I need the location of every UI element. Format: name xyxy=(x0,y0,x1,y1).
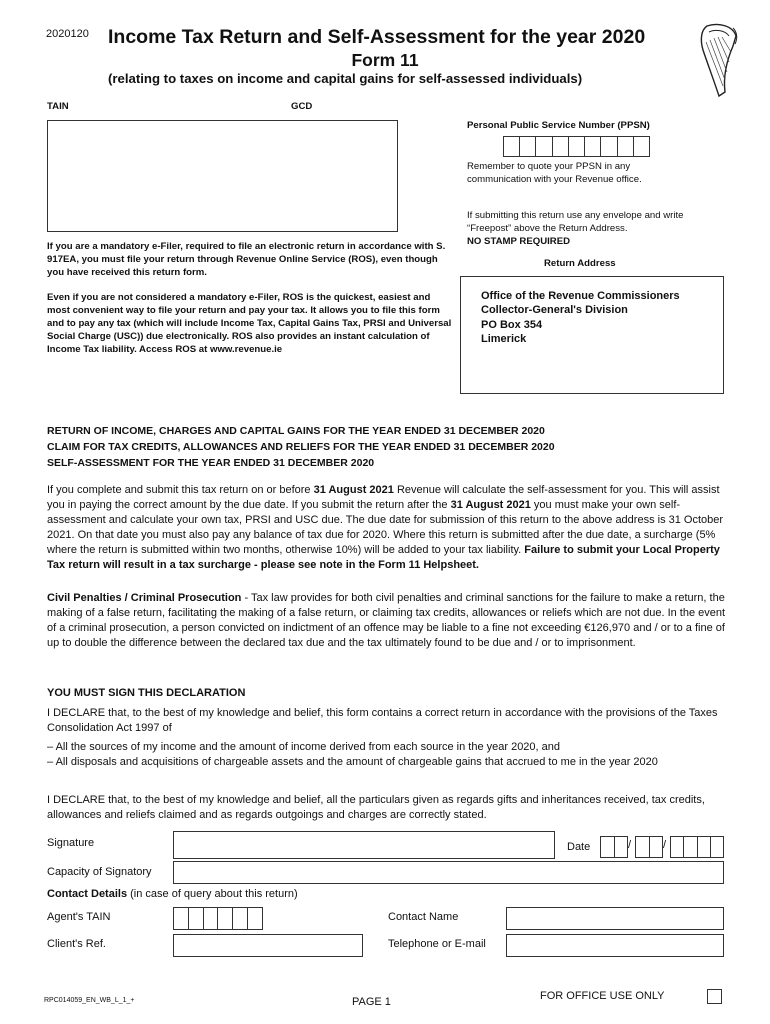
penalties-paragraph: Civil Penalties / Criminal Prosecution - Tax law provides for both civil penalties and criminal sanctions for the failure to make a return, the making of a false return, facilitating the making of a false return, or claiming tax credits, allowances or reliefs which are not due. In the event of a criminal prosecution, a person convicted on indictment of an offence may be liable to a fine not exceeding €126,970 and / or to a fine of up to double the difference between the declared tax due and the tax ultimately found to be due and / or to imprisonment. xyxy=(47,592,726,649)
declaration-bullet-2: – All disposals and acquisitions of chargeable assets and the amount of chargeable gains that accrued to me in the year 2020 xyxy=(47,756,658,768)
capacity-field[interactable] xyxy=(173,861,724,884)
telephone-email-field[interactable] xyxy=(506,934,724,957)
form-reference-code: RPC014059_EN_WB_L_1_+ xyxy=(44,997,135,1004)
date-separator-1: / xyxy=(628,839,632,851)
contact-details-heading: Contact Details (in case of query about this return) xyxy=(47,888,298,900)
contact-name-label: Contact Name xyxy=(388,911,459,923)
contact-name-field[interactable] xyxy=(506,907,724,930)
signature-label: Signature xyxy=(47,837,95,849)
tain-gcd-box xyxy=(47,120,398,232)
address-line-3: PO Box 354 xyxy=(481,319,543,331)
telephone-label: Telephone or E-mail xyxy=(388,938,486,950)
ros-notice: Even if you are not considered a mandatory e-Filer, ROS is the quickest, easiest and most convenient way to file your return and pay your tax. It allows you to file this form and to pay any tax (which will include Income Tax, Capital Gains Tax, PRSI and Universal Social Charge (USC)) due electronically. ROS also provides an instant calculation of Income Tax liability. Access ROS at www.revenue.ie xyxy=(47,292,452,355)
capacity-label: Capacity of Signatory xyxy=(47,866,152,878)
return-heading-1: RETURN OF INCOME, CHARGES AND CAPITAL GAINS FOR THE YEAR ENDED 31 DECEMBER 2020 xyxy=(47,425,545,437)
address-line-4: Limerick xyxy=(481,333,527,345)
declaration-bullet-1: – All the sources of my income and the amount of income derived from each source in the year 2020, and xyxy=(47,741,561,753)
harp-crest-icon xyxy=(693,20,741,100)
return-heading-2: CLAIM FOR TAX CREDITS, ALLOWANCES AND RELIEFS FOR THE YEAR ENDED 31 DECEMBER 2020 xyxy=(47,441,555,453)
tain-label: TAIN xyxy=(47,101,69,112)
date-year-field[interactable] xyxy=(670,836,724,858)
agent-tain-field[interactable] xyxy=(173,907,263,930)
page-number: PAGE 1 xyxy=(352,996,391,1008)
efiler-notice: If you are a mandatory e-Filer, required to file an electronic return in accordance with S. 917EA, you must file your return through Revenue Online Service (ROS), even though you have received this return form. xyxy=(47,241,446,278)
office-use-label: FOR OFFICE USE ONLY xyxy=(540,990,665,1002)
form-number: Form 11 xyxy=(351,50,419,70)
declaration-second: I DECLARE that, to the best of my knowledge and belief, all the particulars given as regards gifts and inheritances received, tax credits, allowances and reliefs claimed and as regards outgoings and charges are correctly stated. xyxy=(47,794,705,821)
declaration-intro: I DECLARE that, to the best of my knowledge and belief, this form contains a correct return in accordance with the provisions of the Taxes Consolidation Act 1997 of xyxy=(47,707,718,734)
address-line-2: Collector-General's Division xyxy=(481,304,628,316)
form-code: 2020120 xyxy=(46,28,89,40)
submission-paragraph: If you complete and submit this tax return on or before 31 August 2021 Revenue will calculate the self-assessment for you. This will assist you in paying the correct amount by the due date. If you submit the return after the 31 August 2021 you must make your own self-assessment and calculate your own tax, PRSI and USC due. The due date for submission of this return to the above address is 31 October 2021. On that date you must also pay any balance of tax due for 2020. Where this return is submitted after the due date, a surcharge (5% where the return is submitted within two months, otherwise 10%) will be added to your tax liability. Failure to submit your Local Property Tax return will result in a tax surcharge - please see note in the Form 11 Helpsheet. xyxy=(47,484,724,571)
return-heading-3: SELF-ASSESSMENT FOR THE YEAR ENDED 31 DECEMBER 2020 xyxy=(47,457,375,469)
freepost-note: If submitting this return use any envelope and write “Freepost” above the Return Address. xyxy=(467,210,684,234)
date-month-field[interactable] xyxy=(635,836,663,858)
ppsn-note: Remember to quote your PPSN in any communication with your Revenue office. xyxy=(467,161,642,185)
ppsn-input[interactable] xyxy=(503,136,650,157)
date-day-field[interactable] xyxy=(600,836,628,858)
return-address-label: Return Address xyxy=(544,258,616,269)
date-separator-2: / xyxy=(663,839,667,851)
no-stamp-required: NO STAMP REQUIRED xyxy=(467,236,571,247)
client-ref-field[interactable] xyxy=(173,934,363,957)
agent-tain-label: Agent's TAIN xyxy=(47,911,111,923)
address-line-1: Office of the Revenue Commissioners xyxy=(481,290,680,302)
office-use-checkbox[interactable] xyxy=(707,989,722,1004)
page-subtitle: (relating to taxes on income and capital gains for self-assessed individuals) xyxy=(108,71,583,86)
gcd-label: GCD xyxy=(291,101,313,112)
page-title: Income Tax Return and Self-Assessment for the year 2020 xyxy=(108,26,646,48)
date-label: Date xyxy=(567,841,591,853)
client-ref-label: Client's Ref. xyxy=(47,938,106,950)
ppsn-label: Personal Public Service Number (PPSN) xyxy=(467,120,650,131)
signature-field[interactable] xyxy=(173,831,555,859)
declaration-heading: YOU MUST SIGN THIS DECLARATION xyxy=(47,687,246,699)
